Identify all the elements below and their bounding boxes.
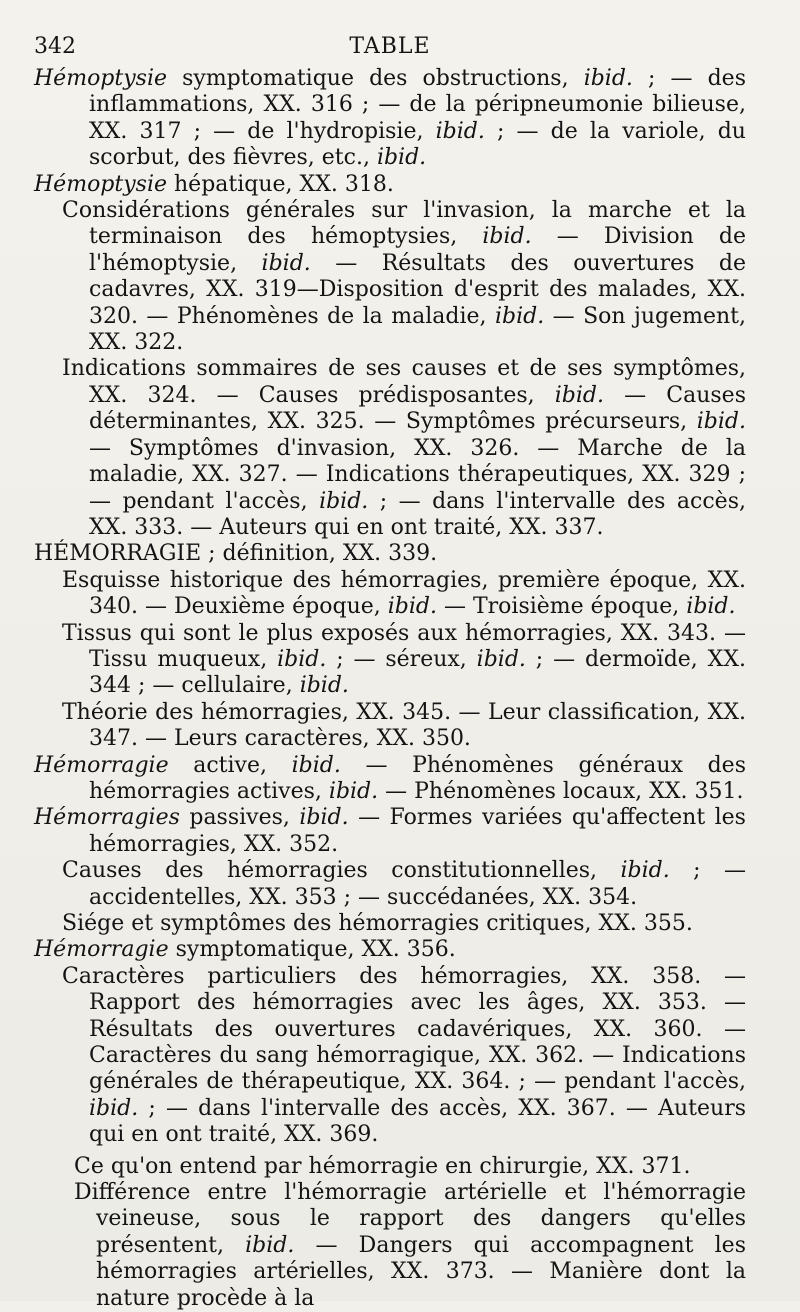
- entry-text: Siége et symptômes des hémorragies critiques, XX. 355.: [62, 911, 693, 936]
- index-subentry: [34, 911, 746, 937]
- index-subentry: [34, 858, 746, 911]
- index-entry: [34, 541, 746, 567]
- entry-text: Ce qu'on entend par hémorragie en chirurgie, XX. 371.: [74, 1153, 691, 1179]
- entry-lead: Hémoptysie: [34, 171, 168, 197]
- entry-text: Théorie des hémorragies, XX. 345. — Leur classification, XX. 347. — Leurs caractères, XX. 350.: [62, 699, 746, 752]
- entry-text: Caractères particuliers des hémorragies, XX. 358. — Rapport des hémorragies avec les âges, XX. 353. — Résultats des ouvertures cadavériques, XX. 360. — Caractères du sang hémorragique, XX. 362. — Indications générales de thérapeutique, XX. 364. ; — pendant l'accès, ibid. ; — dans l'intervalle des accès, XX. 367. — Auteurs qui en ont traité, XX. 369.: [62, 963, 746, 1148]
- page-number: 342: [34, 34, 76, 59]
- page-title: TABLE: [349, 34, 431, 59]
- page-header: [34, 32, 746, 66]
- index-subentry: [34, 568, 746, 621]
- index-entry: [34, 805, 746, 858]
- index-entry: [34, 937, 746, 963]
- entry-text: symptomatique, XX. 356.: [168, 937, 456, 963]
- entry-text: Différence entre l'hémorragie artérielle et l'hémorragie veineuse, sous le rapport des dangers qu'elles présentent, ibid. — Dangers qui accompagnent les hémorragies artérielles, XX. 373. — Manière dont la nature procède à la: [74, 1180, 746, 1311]
- entry-text: ; définition, XX. 339.: [201, 541, 438, 567]
- entry-lead: Hémoptysie: [34, 66, 168, 91]
- index-entry: [34, 66, 746, 172]
- index-subentry: [34, 1180, 746, 1312]
- entry-lead: Hémorragie: [34, 752, 169, 778]
- entry-lead: HÉMORRAGIE: [34, 541, 202, 567]
- entry-lead: Hémorragie: [34, 937, 169, 963]
- index-subentry: [34, 700, 746, 753]
- index-subentry: [34, 198, 746, 356]
- entry-text: Causes des hémorragies constitutionnelles, ibid. ; — accidentelles, XX. 353 ; — succédanées, XX. 354.: [62, 858, 746, 910]
- index-subentry: [34, 964, 746, 1149]
- entry-text: Tissus qui sont le plus exposés aux hémorragies, XX. 343. — Tissu muqueux, ibid. ; — séreux, ibid. ; — dermoïde, XX. 344 ; — cellulaire, ibid.: [62, 620, 746, 699]
- index-subentry: [34, 621, 746, 700]
- index-entries: [34, 66, 746, 1312]
- entry-text: Considérations générales sur l'invasion, la marche et la terminaison des hémoptysies, ibid. — Division de l'hémoptysie, ibid. — Résultats des ouvertures de cadavres, XX. 319—Disposition d'esprit des malades, XX. 320. — Phénomènes de la maladie, ibid. — Son jugement, XX. 322.: [62, 198, 746, 356]
- entry-text: Indications sommaires de ses causes et de ses symptômes, XX. 324. — Causes prédisposantes, ibid. — Causes déterminantes, XX. 325. — Symptômes précurseurs, ibid. — Symptômes d'invasion, XX. 326. — Marche de la maladie, XX. 327. — Indications thérapeutiques, XX. 329 ; — pendant l'accès, ibid. ; — dans l'intervalle des accès, XX. 333. — Auteurs qui en ont traité, XX. 337.: [62, 356, 746, 540]
- index-subentry: [34, 356, 746, 541]
- entry-text: symptomatique des obstructions, ibid. ; — des inflammations, XX. 316 ; — de la péripneumonie bilieuse, XX. 317 ; — de l'hydropisie, ibid. ; — de la variole, du scorbut, des fièvres, etc., ibid.: [89, 66, 746, 171]
- entry-lead: Hémorragies: [34, 805, 180, 831]
- entry-text: passives, ibid. — Formes variées qu'affectent les hémorragies, XX. 352.: [89, 805, 746, 857]
- index-entry: [34, 172, 746, 198]
- index-subentry: [34, 1154, 746, 1180]
- entry-text: hépatique, XX. 318.: [167, 171, 394, 197]
- index-entry: [34, 753, 746, 806]
- entry-text: Esquisse historique des hémorragies, première époque, XX. 340. — Deuxième époque, ibid. — Troisième époque, ibid.: [62, 567, 746, 620]
- entry-text: active, ibid. — Phénomènes généraux des hémorragies actives, ibid. — Phénomènes locaux, XX. 351.: [89, 752, 746, 804]
